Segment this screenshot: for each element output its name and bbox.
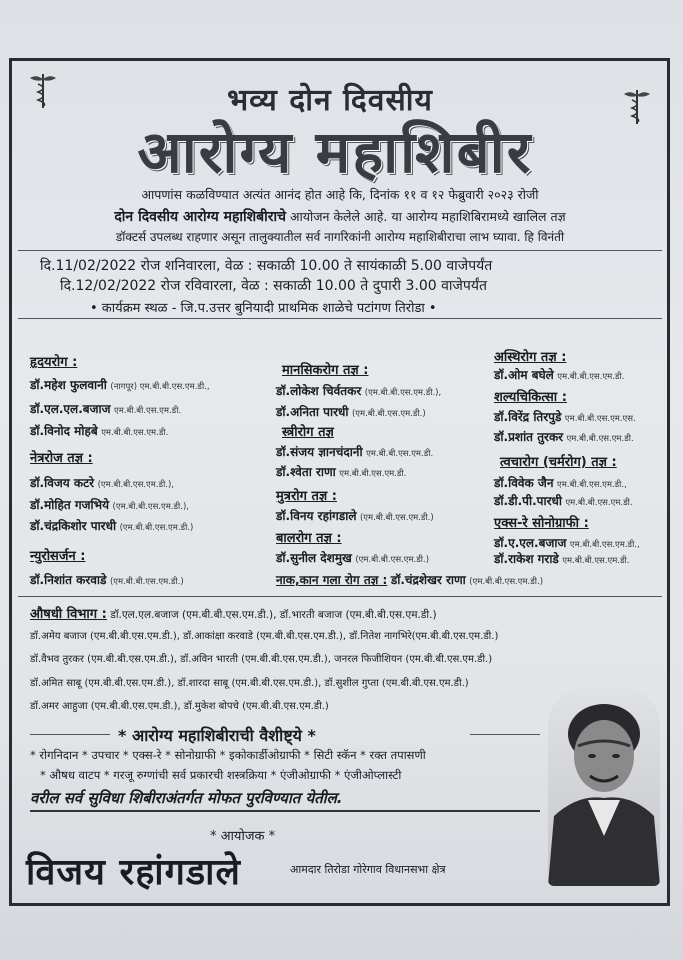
intro-line-2 — [20, 207, 660, 226]
doctor-entry: डॉ.चंद्रकिशोर पारधी (एम.बी.बी.एस.एम.डी.) — [30, 519, 194, 533]
doctor-entry: डॉ.विवेक जैन एम.बी.बी.एस.एम.डी., — [494, 476, 627, 490]
doctor-entry: डॉ.राकेश गराडे एम.बी.बी.एस.एम.डी. — [494, 552, 630, 566]
doctor-entry: डॉ.विरेंद्र तिरपुडे एम.बी.बी.एस.एम.एस. — [494, 410, 636, 424]
doctor-entry: डॉ.निशांत करवाडे (एम.बी.बी.एस.एम.डी.) — [30, 573, 184, 587]
doctor-entry: डॉ.अनिता पारधी (एम.बी.बी.एस.एम.डी.) — [276, 405, 426, 419]
divider — [30, 810, 540, 812]
caduceus-icon-left — [26, 70, 60, 110]
section-radiology: एक्स-रे सोनोग्राफी : — [494, 516, 589, 531]
doctor-entry: डॉ.विनोद मोहबे एम.बी.बी.एस.एम.डी. — [30, 424, 169, 438]
organizer-title: आमदार तिरोडा गोरेगाव विधानसभा क्षेत्र — [290, 863, 446, 876]
doctor-entry: डॉ.प्रशांत तुरकर एम.बी.बी.एस.एम.डी. — [494, 430, 634, 444]
section-ophthalmology: नेत्ररोज तज्ञ : — [30, 451, 93, 466]
schedule-day-1: दि.11/02/2022 रोज शनिवारला, वेळ : सकाळी 10.00 ते सायंकाळी 5.00 वाजेपर्यंत — [40, 258, 493, 274]
section-urology: मुत्ररोग तज्ञ : — [276, 489, 337, 504]
doctor-entry: डॉ.एल.एल.बजाज एम.बी.बी.एस.एम.डी. — [30, 402, 182, 416]
doctor-entry: डॉ.संजय ज्ञानचंदानी एम.बी.बी.एस.एम.डी. — [276, 445, 434, 459]
doctor-entry: डॉ.विजय कटरे (एम.बी.बी.एस.एम.डी.), — [30, 476, 175, 490]
doctor-entry: डॉ.लोकेश चिर्वतकर (एम.बी.बी.एस.एम.डी.), — [276, 384, 442, 398]
divider — [18, 596, 662, 597]
doctor-entry: डॉ.डी.पी.पारधी एम.बी.बी.एस.एम.डी. — [494, 494, 633, 508]
intro-line-1: आपणांस कळविण्यात अत्यंत आनंद होत आहे कि, दिनांक ११ व १२ फेब्रुवारी २०२३ रोजी — [141, 187, 539, 202]
medicine-row-1: औषधी विभाग : डॉ.एल.एल.बजाज (एम.बी.बी.एस.एम.डी.), डॉ.भारती बजाज (एम.बी.बी.एस.एम.डी.) — [30, 607, 437, 622]
features-free-note: वरील सर्व सुविधा शिबीराअंतर्गत मोफत पुरविण्यात येतील. — [30, 789, 343, 807]
medicine-row-2: डॉ.अमेय बजाज (एम.बी.बी.एस.एम.डी.), डॉ.आकांक्षा करवाडे (एम.बी.बी.एस.एम.डी.), डॉ.नितेश नागभिरे(एम.बी.बी.एस.एम.डी.) — [30, 631, 499, 642]
divider — [18, 250, 662, 251]
header-subtitle: भव्य दोन दिवसीय — [227, 83, 433, 118]
features-title: * आरोग्य महाशिबीराची वैशीष्ट्ये * — [118, 726, 316, 745]
organizer-label: * आयोजक * — [210, 829, 276, 844]
medicine-row-3: डॉ.वैभव तुरकर (एम.बी.बी.एस.एम.डी.), डॉ.अविन भारती (एम.बी.बी.एस.एम.डी.), जनरल फिजीशियन (एम.बी.बी.एस.एम.डी.) — [30, 654, 493, 665]
doctor-entry: डॉ.श्वेता राणा एम.बी.बी.एस.एम.डी. — [276, 465, 407, 479]
doctor-entry: डॉ.ओम बघेले एम.बी.बी.एस.एम.डी. — [494, 368, 625, 382]
divider — [18, 318, 662, 319]
organizer-photo — [548, 686, 660, 886]
section-neurosurgery: न्युरोसर्जन : — [30, 549, 86, 564]
section-gynecology: स्त्रीरोग तज्ञ — [282, 425, 334, 440]
features-line-1: * रोगनिदान * उपचार * एक्स-रे * सोनोग्राफी * इकोकार्डीओग्राफी * सिटी स्कॅन * रक्त तपासणी — [30, 748, 426, 762]
venue: • कार्यक्रम स्थळ - जि.प.उत्तर बुनियादी प्राथमिक शाळेचे पटांगण तिरोडा • — [90, 301, 437, 316]
section-surgery: शल्यचिकित्सा : — [494, 390, 567, 405]
medicine-row-5: डॉ.अमर आहुजा (एम.बी.बी.एस.एम.डी.), डॉ.मुकेश बोपचे (एम.बी.बी.एस.एम.डी.) — [30, 701, 329, 712]
section-psychiatry: मानसिकरोग तज्ञ : — [282, 363, 369, 378]
section-cardiology: हृदयरोग : — [30, 355, 78, 370]
intro-bold: दोन दिवसीय आरोग्य महाशिबीराचे — [114, 209, 287, 225]
doctor-entry: डॉ.विनय रहांगडाले (एम.बी.बी.एस.एम.डी.) — [276, 509, 434, 523]
divider — [30, 734, 110, 735]
doctor-entry: डॉ.सुनील देशमुख (एम.बी.बी.एस.एम.डी.) — [276, 551, 430, 565]
features-line-2: * औषध वाटप * गरजू रुग्णांची सर्व प्रकारची शस्त्रक्रिया * एंजीओग्राफी * एंजीओप्लास्टी — [40, 768, 402, 782]
intro-line-3: डॉक्टर्स उपलब्ध राहणार असून तालुक्यातील सर्व नागरिकांनी आरोग्य महाशिबीराचा लाभ घ्यावा. हि विनंती — [115, 230, 565, 244]
section-dermatology: त्वचारोग (चर्मरोग) तज्ञ : — [500, 455, 617, 470]
section-orthopedics: अस्थिरोग तज्ञ : — [494, 350, 567, 365]
divider — [470, 734, 540, 735]
doctor-entry: डॉ.ए.एल.बजाज एम.बी.बी.एस.एम.डी., — [494, 536, 640, 550]
section-pediatrics: बालरोग तज्ञ : — [276, 531, 342, 546]
doctor-entry: डॉ.महेश फुलवानी (नागपूर) एम.बी.बी.एस.एम.डी., — [30, 378, 210, 392]
schedule-day-2: दि.12/02/2022 रोज रविवारला, वेळ : सकाळी 10.00 ते दुपारी 3.00 वाजेपर्यंत — [60, 278, 487, 294]
doctor-entry: डॉ.मोहित गजभिये (एम.बी.बी.एस.एम.डी.), — [30, 498, 189, 512]
intro-rest: आयोजन केलेले आहे. या आरोग्य महाशिबिरामध्ये खालिल तज्ञ — [286, 209, 566, 224]
header-title: आरोग्य महाशिबीर — [137, 118, 533, 186]
ent-line: नाक,कान गला रोग तज्ञ : डॉ.चंद्रशेखर राणा (एम.बी.बी.एस.एम.डी.) — [276, 573, 544, 587]
organizer-name: विजय रहांगडाले — [26, 852, 241, 893]
medicine-row-4: डॉ.अमित साबू (एम.बी.बी.एस.एम.डी.), डॉ.शारदा साबू (एम.बी.बी.एस.एम.डी.), डॉ.सुशील गुप्ता (एम.बी.बी.एस.एम.डी.) — [30, 678, 469, 689]
